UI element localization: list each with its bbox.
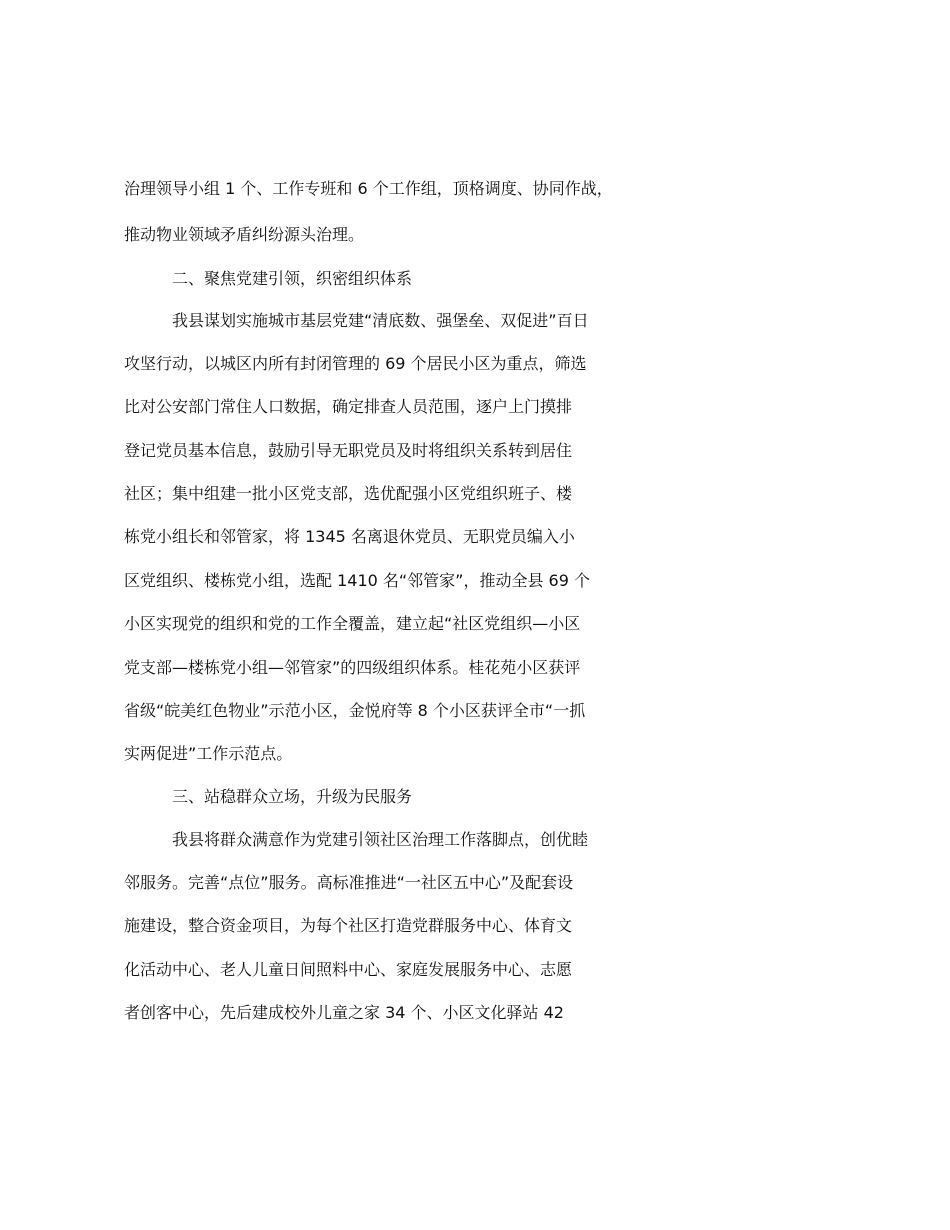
text-line [0,471,950,517]
line-text: 治理领导小组 1 个、工作专班和 6 个工作组，顶格调度、协同作战， [124,179,613,198]
text-line [0,645,950,691]
text-line [0,428,950,474]
text-line [0,990,950,1036]
text-line [0,166,950,212]
text-line [0,688,950,734]
line-text: 我县将群众满意作为党建引领社区治理工作落脚点，创优睦 [172,830,589,849]
text-line [0,558,950,604]
line-text: 登记党员基本信息，鼓励引导无职党员及时将组织关系转到居住 [124,441,573,460]
line-text: 小区实现党的组织和党的工作全覆盖，建立起“社区党组织—小区 [124,614,581,633]
text-line [0,817,950,863]
text-line [0,731,950,777]
text-line [0,601,950,647]
line-text: 我县谋划实施城市基层党建“清底数、强堡垒、双促进”百日 [172,311,589,330]
text-line [0,298,950,344]
line-text: 邻服务。完善“点位”服务。高标准推进“一社区五中心”及配套设 [124,873,574,892]
text-line [0,903,950,949]
line-text: 攻坚行动，以城区内所有封闭管理的 69 个居民小区为重点，筛选 [124,354,587,373]
text-line [0,514,950,560]
text-line [0,384,950,430]
line-text: 施建设，整合资金项目，为每个社区打造党群服务中心、体育文 [124,916,573,935]
line-text: 三、站稳群众立场，升级为民服务 [172,787,413,806]
line-text: 实两促进”工作示范点。 [124,744,293,763]
line-text: 二、聚焦党建引领，织密组织体系 [172,269,413,288]
text-line [0,341,950,387]
line-text: 党支部—楼栋党小组—邻管家”的四级组织体系。桂花苑小区获评 [124,658,581,677]
line-text: 栋党小组长和邻管家，将 1345 名离退休党员、无职党员编入小 [124,527,575,546]
line-text: 比对公安部门常住人口数据，确定排查人员范围，逐户上门摸排 [124,397,573,416]
line-text: 化活动中心、老人儿童日间照料中心、家庭发展服务中心、志愿 [124,960,573,979]
section-heading [0,256,950,302]
text-line [0,212,950,258]
line-text: 社区；集中组建一批小区党支部，选优配强小区党组织班子、楼 [124,484,573,503]
text-line [0,860,950,906]
line-text: 推动物业领域矛盾纠纷源头治理。 [124,225,365,244]
section-heading [0,774,950,820]
line-text: 省级“皖美红色物业”示范小区，金悦府等 8 个小区获评全市“一抓 [124,701,586,720]
line-text: 者创客中心，先后建成校外儿童之家 34 个、小区文化驿站 42 [124,1003,564,1022]
line-text: 区党组织、楼栋党小组，选配 1410 名“邻管家”，推动全县 69 个 [124,571,591,590]
text-line [0,947,950,993]
